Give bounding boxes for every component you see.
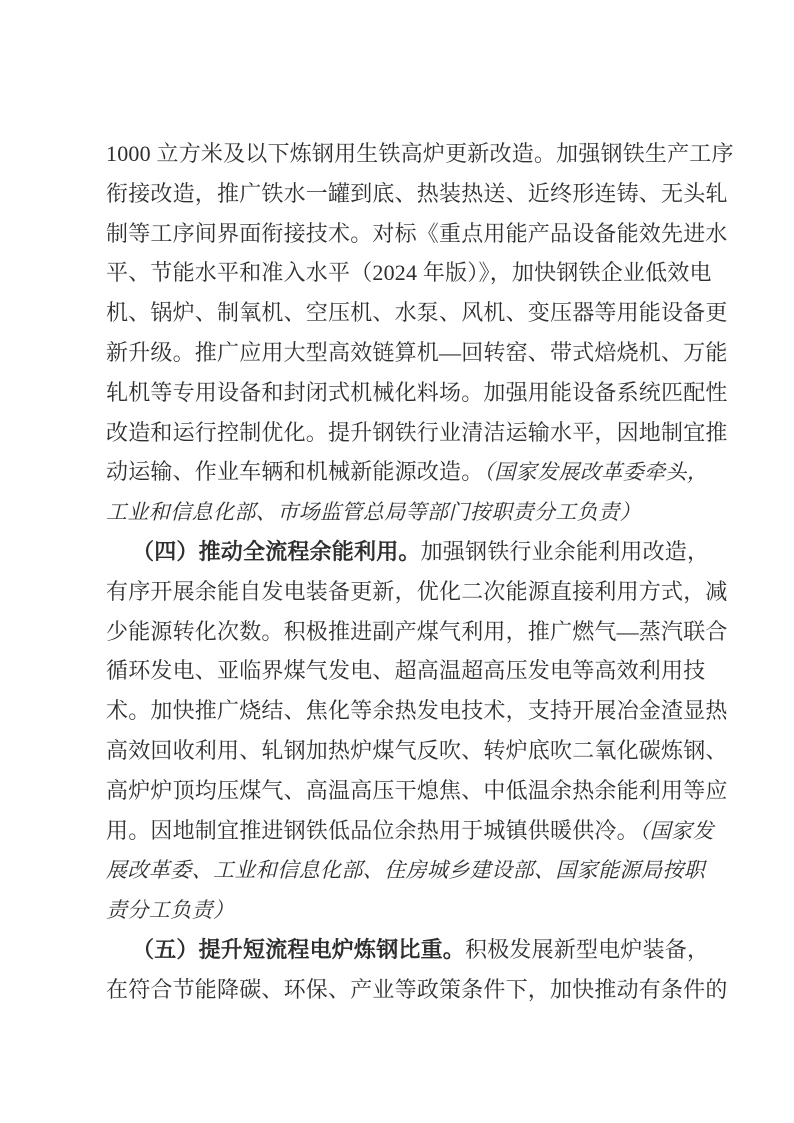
text-line: [106, 890, 689, 930]
text-segment-normal: 用。因地制宜推进钢铁低品位余热用于城镇供暖供冷。: [106, 817, 639, 843]
text-segment-normal: 积极发展新型电炉装备，: [465, 936, 710, 962]
text-line: [106, 452, 709, 492]
text-segment-normal: 加强钢铁行业余能利用改造，: [420, 538, 710, 564]
text-line: [106, 492, 689, 532]
text-segment-normal: 轧机等专用设备和封闭式机械化料场。加强用能设备系统匹配性: [106, 379, 728, 405]
text-line: [106, 214, 728, 254]
text-line: [106, 771, 728, 811]
text-segment-normal: 平、节能水平和准入水平（2024 年版）》，加快钢铁企业低效电: [106, 260, 712, 286]
text-line: [106, 731, 728, 771]
text-segment-kai: 责分工负责）: [106, 898, 235, 923]
text-line: [106, 612, 728, 652]
text-line: [106, 850, 706, 890]
text-segment-normal: 循环发电、亚临界煤气发电、超高温超高压发电等高效利用技: [106, 658, 706, 684]
text-line: [106, 333, 728, 373]
text-line: [106, 572, 728, 612]
text-segment-normal: 机、锅炉、制氧机、空压机、水泵、风机、变压器等用能设备更: [106, 300, 728, 326]
text-segment-normal: 术。加快推广烧结、焦化等余热发电技术，支持开展冶金渣显热: [106, 698, 728, 724]
text-segment-normal: 有序开展余能自发电装备更新，优化二次能源直接利用方式，减: [106, 578, 728, 604]
text-segment-bold: （四）推动全流程余能利用。: [132, 538, 421, 564]
document-body-text: [106, 134, 734, 1010]
text-segment-kai: （国家发展改革委牵头，: [483, 460, 709, 485]
text-line: [106, 293, 728, 333]
text-line: [106, 134, 734, 174]
text-segment-normal: 在符合节能降碳、环保、产业等政策条件下，加快推动有条件的: [106, 976, 728, 1002]
text-segment-normal: 新升级。推广应用大型高效链算机—回转窑、带式焙烧机、万能: [106, 339, 728, 365]
text-segment-bold: （五）提升短流程电炉炼钢比重。: [132, 936, 466, 962]
text-line: [106, 413, 728, 453]
text-line: [106, 970, 728, 1010]
text-segment-kai: （国家发: [638, 818, 714, 843]
text-segment-normal: 少能源转化次数。积极推进副产煤气利用，推广燃气—蒸汽联合: [106, 618, 728, 644]
text-segment-normal: 高效回收利用、轧钢加热炉煤气反吹、转炉底吹二氧化碳炼钢、: [106, 737, 728, 763]
text-segment-normal: 高炉炉顶均压煤气、高温高压干熄焦、中低温余热余能利用等应: [106, 777, 728, 803]
text-segment-normal: 动运输、作业车辆和机械新能源改造。: [106, 459, 484, 485]
text-segment-normal: 改造和运行控制优化。提升钢铁行业清洁运输水平，因地制宜推: [106, 419, 728, 445]
text-segment-kai: 工业和信息化部、市场监管总局等部门按职责分工负责）: [106, 500, 641, 525]
text-line: [106, 373, 728, 413]
text-segment-normal: 制等工序间界面衔接技术。对标《重点用能产品设备能效先进水: [106, 220, 728, 246]
text-line: [106, 930, 710, 970]
text-line: [106, 811, 714, 851]
text-line: [106, 532, 710, 572]
text-segment-kai: 展改革委、工业和信息化部、住房城乡建设部、国家能源局按职: [106, 858, 706, 883]
text-segment-normal: 衔接改造，推广铁水一罐到底、热装热送、近终形连铸、无头轧: [106, 180, 728, 206]
text-line: [106, 174, 728, 214]
text-segment-normal: 1000 立方米及以下炼钢用生铁高炉更新改造。加强钢铁生产工序: [106, 141, 734, 166]
text-line: [106, 691, 728, 731]
text-line: [106, 651, 706, 691]
text-line: [106, 253, 712, 293]
